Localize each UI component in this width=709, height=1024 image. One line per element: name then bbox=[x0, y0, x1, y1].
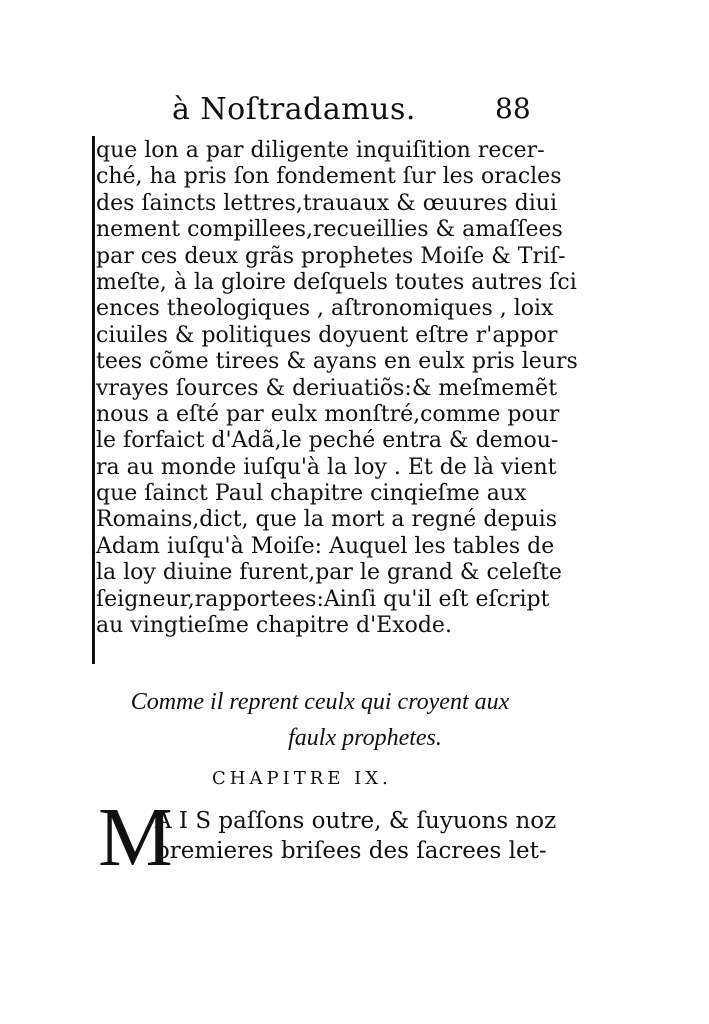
text-line: tees cõme tirees & ayans en eulx pris leurs bbox=[96, 349, 578, 375]
section-title-line: faulx prophetes. bbox=[288, 725, 442, 751]
text-line: nous a eſté par eulx monſtré,comme pour bbox=[96, 401, 560, 427]
section-title-line: Comme il reprent ceulx qui croyent aux bbox=[130, 689, 510, 715]
text-line: ences theologiques , aſtronomiques , loix bbox=[96, 296, 554, 322]
text-line: que lon a par diligente inquiſition recer- bbox=[96, 138, 545, 163]
body-text bbox=[96, 138, 578, 639]
page-number: 88 bbox=[495, 92, 531, 125]
chapter-opening bbox=[155, 806, 555, 866]
text-line: Romains,dict, que la mort a regné depuis bbox=[96, 507, 558, 533]
text-line: que ſainct Paul chapitre cinqieſme aux bbox=[96, 481, 527, 507]
text-line: A I S paſſons outre, & ſuyuons noz bbox=[155, 808, 557, 834]
section-title bbox=[100, 684, 540, 756]
text-line: ché, ha pris ſon fondement ſur les oracles bbox=[96, 164, 562, 190]
text-line: par ces deux grãs prophetes Moiſe & Triſ- bbox=[96, 243, 566, 269]
text-line: au vingtieſme chapitre d'Exode. bbox=[96, 613, 452, 639]
text-line: ſeigneur,rapportees:Ainſi qu'il eſt eſcript bbox=[96, 586, 550, 612]
text-line: des ſaincts lettres,trauaux & œuures diui bbox=[96, 190, 557, 216]
text-line: ra au monde iuſqu'à la loy . Et de là vient bbox=[96, 454, 557, 480]
margin-rule bbox=[92, 136, 95, 664]
chapter-heading: CHAPITRE IX. bbox=[212, 768, 392, 789]
text-line: Adam iuſqu'à Moiſe: Auquel les tables de bbox=[96, 533, 555, 559]
text-line: le forfaict d'Adã,le peché entra & demou- bbox=[96, 428, 559, 454]
drop-cap: M bbox=[98, 791, 173, 884]
text-line: nement compillees,recueillies & amaſſees bbox=[96, 217, 563, 243]
text-line: ciuiles & politiques doyuent eſtre r'appor bbox=[96, 322, 558, 348]
text-line: premieres briſees des ſacrees let- bbox=[155, 838, 547, 864]
text-line: la loy diuine furent,par le grand & celeſte bbox=[96, 560, 562, 586]
running-head: à Noſtradamus. bbox=[172, 92, 416, 127]
text-line: vrayes ſources & deriuatiõs:& meſmemẽt bbox=[96, 375, 558, 401]
text-line: meſte, à la gloire deſquels toutes autres ſci bbox=[96, 269, 577, 295]
